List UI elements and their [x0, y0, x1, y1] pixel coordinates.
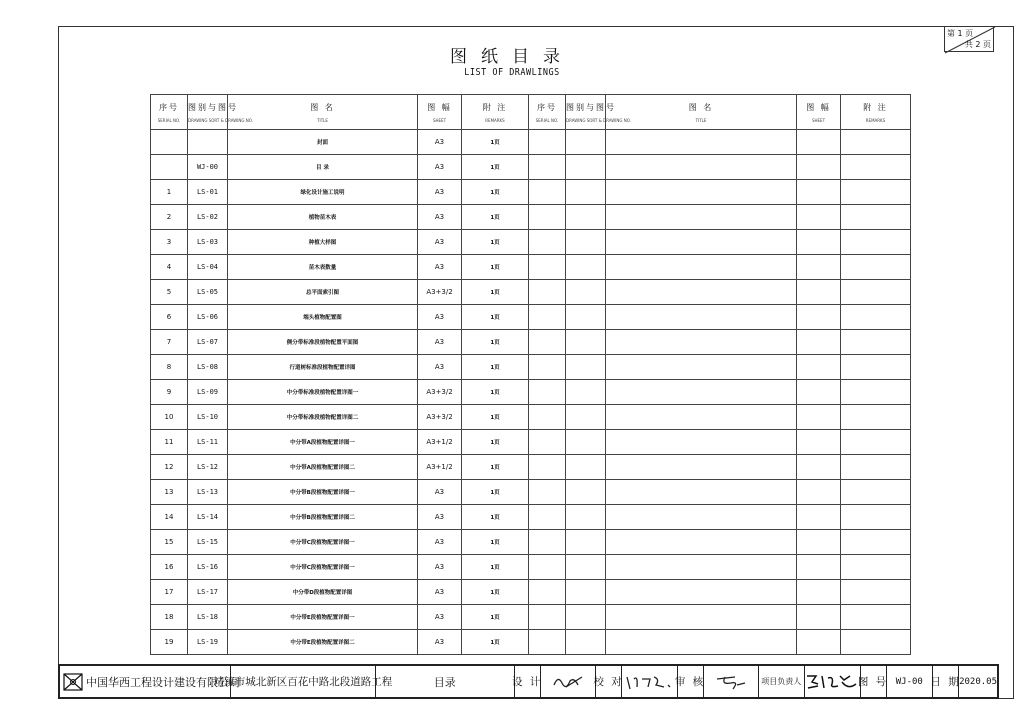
empty-cell	[606, 230, 797, 255]
project-name: 靖镇市城北新区百花中路北段道路工程	[231, 666, 376, 697]
empty-cell	[797, 280, 841, 305]
empty-cell	[566, 205, 606, 230]
remark-cell: 1页	[462, 355, 529, 380]
title-cell: 中分带E段植物配置详图一	[228, 605, 418, 630]
table-row	[151, 630, 911, 655]
empty-cell	[606, 630, 797, 655]
empty-cell	[606, 355, 797, 380]
empty-cell	[529, 580, 566, 605]
empty-cell	[606, 305, 797, 330]
empty-cell	[606, 505, 797, 530]
empty-cell	[841, 505, 911, 530]
empty-cell	[566, 530, 606, 555]
table-row	[151, 505, 911, 530]
remark-cell: 1页	[462, 505, 529, 530]
table-row	[151, 205, 911, 230]
column-header-cn: 图 名	[310, 102, 335, 112]
empty-cell	[797, 305, 841, 330]
empty-cell	[566, 380, 606, 405]
empty-cell	[797, 405, 841, 430]
serial-cell: 9	[151, 380, 188, 405]
column-header-cn: 序号	[159, 102, 179, 112]
empty-cell	[841, 530, 911, 555]
empty-cell	[566, 305, 606, 330]
code-cell: LS-08	[188, 355, 228, 380]
empty-cell	[606, 130, 797, 155]
drawing-no: WJ-00	[887, 666, 934, 697]
code-cell: LS-02	[188, 205, 228, 230]
empty-cell	[841, 430, 911, 455]
empty-cell	[566, 630, 606, 655]
company-cell	[60, 666, 240, 697]
empty-cell	[606, 455, 797, 480]
code-cell: LS-05	[188, 280, 228, 305]
empty-cell	[529, 530, 566, 555]
empty-cell	[797, 205, 841, 230]
serial-cell: 13	[151, 480, 188, 505]
check-label: 校 对	[596, 666, 622, 697]
remark-cell: 1页	[462, 280, 529, 305]
serial-cell: 11	[151, 430, 188, 455]
empty-cell	[797, 230, 841, 255]
empty-cell	[797, 430, 841, 455]
code-cell: LS-06	[188, 305, 228, 330]
sheet-cell: A3+3/2	[418, 380, 462, 405]
code-cell	[188, 130, 228, 155]
code-cell: LS-03	[188, 230, 228, 255]
table-row	[151, 130, 911, 155]
column-header-cn: 图 名	[688, 102, 714, 112]
empty-cell	[566, 280, 606, 305]
page-title: 图纸目录	[450, 47, 574, 67]
title-cell: 中分带C段植物配置详图一	[228, 530, 418, 555]
empty-cell	[606, 280, 797, 305]
empty-cell	[797, 380, 841, 405]
serial-cell	[151, 130, 188, 155]
title-cell: 行道树标准段植物配置详图	[228, 355, 418, 380]
empty-cell	[566, 230, 606, 255]
sheet-cell: A3	[418, 255, 462, 280]
empty-cell	[797, 530, 841, 555]
table-row	[151, 255, 911, 280]
remark-cell: 1页	[462, 205, 529, 230]
review-signature	[704, 666, 759, 697]
column-header	[566, 95, 631, 130]
code-cell: LS-19	[188, 630, 228, 655]
code-cell: LS-18	[188, 605, 228, 630]
code-cell: LS-04	[188, 255, 228, 280]
sheet-cell: A3	[418, 355, 462, 380]
serial-cell: 10	[151, 405, 188, 430]
drawing-list-table	[150, 94, 911, 655]
empty-cell	[606, 380, 797, 405]
table-row	[151, 405, 911, 430]
empty-cell	[841, 630, 911, 655]
remark-cell: 1页	[462, 255, 529, 280]
serial-cell: 5	[151, 280, 188, 305]
table-row	[151, 305, 911, 330]
empty-cell	[797, 505, 841, 530]
table-row	[151, 580, 911, 605]
sheet-cell: A3	[418, 205, 462, 230]
code-cell: LS-17	[188, 580, 228, 605]
empty-cell	[841, 180, 911, 205]
empty-cell	[566, 155, 606, 180]
table-header-row	[151, 95, 911, 130]
design-label: 设 计	[515, 666, 541, 697]
column-header	[418, 95, 462, 130]
title-cell: 绿化设计施工说明	[228, 180, 418, 205]
column-header	[797, 95, 841, 130]
empty-cell	[841, 305, 911, 330]
project-manager-label: 项目负责人	[759, 666, 805, 697]
code-cell: LS-07	[188, 330, 228, 355]
sheet-cell: A3	[418, 630, 462, 655]
empty-cell	[566, 180, 606, 205]
code-cell: WJ-00	[188, 155, 228, 180]
empty-cell	[606, 555, 797, 580]
table-row	[151, 380, 911, 405]
empty-cell	[797, 180, 841, 205]
title-block	[58, 664, 999, 699]
title-cell: 中分带C段植物配置详图一	[228, 555, 418, 580]
empty-cell	[797, 130, 841, 155]
remark-cell: 1页	[462, 405, 529, 430]
column-header-en: SHEET	[811, 117, 826, 123]
signature-review-icon	[711, 671, 751, 693]
column-header-cn: 附 注	[482, 102, 508, 112]
remark-cell: 1页	[462, 605, 529, 630]
remark-cell: 1页	[462, 480, 529, 505]
serial-cell: 1	[151, 180, 188, 205]
sheet-cell: A3+1/2	[418, 455, 462, 480]
empty-cell	[566, 330, 606, 355]
serial-cell: 17	[151, 580, 188, 605]
empty-cell	[797, 455, 841, 480]
empty-cell	[529, 405, 566, 430]
remark-cell: 1页	[462, 155, 529, 180]
sheet-cell: A3	[418, 330, 462, 355]
remark-cell: 1页	[462, 130, 529, 155]
code-cell: LS-10	[188, 405, 228, 430]
empty-cell	[797, 605, 841, 630]
table-row	[151, 480, 911, 505]
remark-cell: 1页	[462, 180, 529, 205]
remark-cell: 1页	[462, 230, 529, 255]
column-header	[606, 95, 797, 130]
column-header	[228, 95, 418, 130]
table-row	[151, 455, 911, 480]
empty-cell	[606, 530, 797, 555]
empty-cell	[797, 330, 841, 355]
empty-cell	[606, 405, 797, 430]
remark-cell: 1页	[462, 305, 529, 330]
title-cell: 苗木表数量	[228, 255, 418, 280]
column-header	[151, 95, 188, 130]
title-cell: 中分带标准段植物配置详图一	[228, 380, 418, 405]
table-row	[151, 355, 911, 380]
column-header-cn: 图别与图号	[188, 102, 238, 112]
sheet-cell: A3	[418, 155, 462, 180]
code-cell: LS-13	[188, 480, 228, 505]
title-cell: 目 录	[228, 155, 418, 180]
column-header-en: REMARKS	[485, 117, 505, 123]
page-subtitle: LIST OF DRAWLINGS	[464, 67, 560, 79]
title-cell: 端头植物配置图	[228, 305, 418, 330]
empty-cell	[529, 205, 566, 230]
design-signature	[541, 666, 596, 697]
empty-cell	[529, 555, 566, 580]
signature-design-icon	[548, 671, 588, 693]
empty-cell	[606, 605, 797, 630]
title-cell: 中分带B段植物配置详图二	[228, 505, 418, 530]
date-value: 2020.05	[959, 676, 997, 687]
column-header-en: REMARKS	[865, 117, 886, 123]
sheet-name: 目录	[376, 666, 515, 697]
remark-cell: 1页	[462, 430, 529, 455]
table-row	[151, 530, 911, 555]
empty-cell	[841, 580, 911, 605]
company-name: 中国华西工程设计建设有限公司	[86, 675, 240, 689]
signature-check-icon	[624, 671, 674, 693]
table-body	[151, 130, 911, 655]
code-cell: LS-12	[188, 455, 228, 480]
serial-cell: 19	[151, 630, 188, 655]
empty-cell	[841, 230, 911, 255]
title-cell: 侧分带标准段植物配置平面图	[228, 330, 418, 355]
empty-cell	[529, 455, 566, 480]
empty-cell	[606, 430, 797, 455]
sheet-cell: A3	[418, 505, 462, 530]
signature-pm-icon	[804, 670, 860, 694]
empty-cell	[566, 130, 606, 155]
serial-cell: 15	[151, 530, 188, 555]
empty-cell	[529, 130, 566, 155]
remark-cell: 1页	[462, 455, 529, 480]
empty-cell	[797, 630, 841, 655]
empty-cell	[529, 380, 566, 405]
empty-cell	[606, 480, 797, 505]
code-cell: LS-01	[188, 180, 228, 205]
empty-cell	[797, 580, 841, 605]
empty-cell	[841, 555, 911, 580]
empty-cell	[529, 330, 566, 355]
serial-cell: 3	[151, 230, 188, 255]
empty-cell	[841, 155, 911, 180]
empty-cell	[797, 355, 841, 380]
column-header-cn: 图 幅	[806, 102, 831, 112]
table-row	[151, 230, 911, 255]
review-label: 审 核	[678, 666, 704, 697]
sheet-cell: A3	[418, 580, 462, 605]
empty-cell	[841, 355, 911, 380]
empty-cell	[529, 480, 566, 505]
serial-cell: 12	[151, 455, 188, 480]
sheet-cell: A3	[418, 530, 462, 555]
drawing-no-label: 图 号	[861, 666, 887, 697]
title-cell: 中分带D段植物配置详图	[228, 580, 418, 605]
column-header	[841, 95, 911, 130]
empty-cell	[797, 555, 841, 580]
title-cell: 中分带标准段植物配置详图二	[228, 405, 418, 430]
table-row	[151, 555, 911, 580]
table-row	[151, 330, 911, 355]
empty-cell	[841, 130, 911, 155]
column-header	[462, 95, 529, 130]
remark-cell: 1页	[462, 530, 529, 555]
serial-cell: 6	[151, 305, 188, 330]
code-cell: LS-11	[188, 430, 228, 455]
code-cell: LS-14	[188, 505, 228, 530]
empty-cell	[841, 280, 911, 305]
empty-cell	[566, 555, 606, 580]
column-header-cn: 图别与图号	[566, 102, 616, 112]
column-header-cn: 附 注	[863, 102, 888, 112]
remark-cell: 1页	[462, 630, 529, 655]
check-signature	[622, 666, 677, 697]
empty-cell	[529, 630, 566, 655]
empty-cell	[529, 155, 566, 180]
page-number: 第 1 页	[947, 29, 974, 38]
empty-cell	[529, 255, 566, 280]
empty-cell	[606, 155, 797, 180]
title-cell: 总平面索引图	[228, 280, 418, 305]
serial-cell: 2	[151, 205, 188, 230]
empty-cell	[566, 355, 606, 380]
remark-cell: 1页	[462, 555, 529, 580]
empty-cell	[566, 255, 606, 280]
serial-cell: 18	[151, 605, 188, 630]
code-cell: LS-09	[188, 380, 228, 405]
empty-cell	[606, 205, 797, 230]
empty-cell	[606, 580, 797, 605]
sheet-cell: A3	[418, 230, 462, 255]
column-header-en: TITLE	[695, 117, 707, 123]
date-label: 日 期	[933, 666, 959, 697]
empty-cell	[566, 455, 606, 480]
empty-cell	[566, 405, 606, 430]
empty-cell	[841, 255, 911, 280]
table-row	[151, 605, 911, 630]
project-manager-signature	[805, 666, 861, 697]
empty-cell	[797, 155, 841, 180]
remark-cell: 1页	[462, 330, 529, 355]
sheet-cell: A3	[418, 130, 462, 155]
serial-cell: 8	[151, 355, 188, 380]
empty-cell	[566, 480, 606, 505]
code-cell: LS-15	[188, 530, 228, 555]
remark-cell: 1页	[462, 380, 529, 405]
sheet-cell: A3	[418, 180, 462, 205]
code-cell: LS-16	[188, 555, 228, 580]
company-logo-icon	[63, 673, 83, 691]
empty-cell	[529, 430, 566, 455]
serial-cell	[151, 155, 188, 180]
column-header-cn: 序号	[537, 102, 557, 112]
empty-cell	[566, 605, 606, 630]
title-cell: 中分带A段植物配置详图二	[228, 455, 418, 480]
column-header-en: DRAWING SORT & DRAWING NO.	[566, 117, 631, 123]
empty-cell	[529, 280, 566, 305]
empty-cell	[841, 330, 911, 355]
column-header-en: TITLE	[317, 117, 328, 123]
empty-cell	[529, 305, 566, 330]
empty-cell	[841, 380, 911, 405]
page-total: 共 2 页	[964, 40, 991, 49]
table-row	[151, 180, 911, 205]
table-row	[151, 155, 911, 180]
empty-cell	[606, 180, 797, 205]
empty-cell	[841, 405, 911, 430]
column-header-cn: 图 幅	[427, 102, 452, 112]
sheet-cell: A3+3/2	[418, 280, 462, 305]
column-header	[529, 95, 566, 130]
sheet-cell: A3	[418, 480, 462, 505]
empty-cell	[529, 355, 566, 380]
empty-cell	[566, 580, 606, 605]
column-header-en: DRAWING SORT & DRAWING NO.	[188, 117, 253, 123]
serial-cell: 16	[151, 555, 188, 580]
empty-cell	[797, 480, 841, 505]
sheet-cell: A3+1/2	[418, 430, 462, 455]
title-cell: 中分带A段植物配置详图一	[228, 430, 418, 455]
empty-cell	[606, 255, 797, 280]
sheet-cell: A3	[418, 555, 462, 580]
empty-cell	[566, 505, 606, 530]
column-header	[188, 95, 253, 130]
column-header-en: SHEET	[432, 117, 447, 123]
serial-cell: 14	[151, 505, 188, 530]
empty-cell	[529, 180, 566, 205]
title-cell: 中分带B段植物配置详图一	[228, 480, 418, 505]
column-header-en: SERIAL NO.	[157, 117, 181, 123]
title-cell: 种植大样图	[228, 230, 418, 255]
sheet-cell: A3+3/2	[418, 405, 462, 430]
empty-cell	[841, 455, 911, 480]
empty-cell	[566, 430, 606, 455]
empty-cell	[797, 255, 841, 280]
empty-cell	[529, 230, 566, 255]
remark-cell: 1页	[462, 580, 529, 605]
empty-cell	[841, 205, 911, 230]
sheet-cell: A3	[418, 605, 462, 630]
title-cell: 植物苗木表	[228, 205, 418, 230]
title-cell: 中分带E段植物配置详图二	[228, 630, 418, 655]
empty-cell	[606, 330, 797, 355]
empty-cell	[529, 505, 566, 530]
table-row	[151, 280, 911, 305]
title-cell: 封面	[228, 130, 418, 155]
table-row	[151, 430, 911, 455]
serial-cell: 4	[151, 255, 188, 280]
sheet-cell: A3	[418, 305, 462, 330]
column-header-en: SERIAL NO.	[535, 117, 559, 123]
empty-cell	[529, 605, 566, 630]
serial-cell: 7	[151, 330, 188, 355]
empty-cell	[841, 605, 911, 630]
empty-cell	[841, 480, 911, 505]
